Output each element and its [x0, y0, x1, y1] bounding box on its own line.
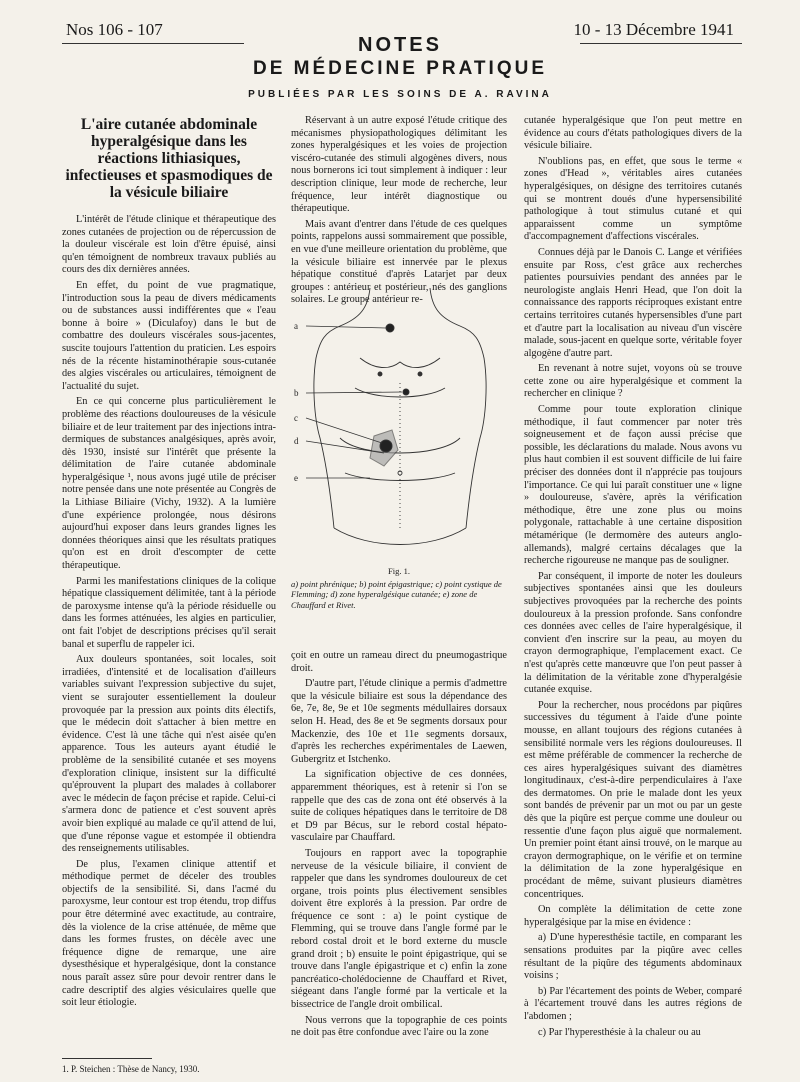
- paragraph: De plus, l'examen clinique attentif et méthodique permet de déceler des troubles objectifs de la sensibilité. Si, dans l'acmé du paroxysme, leur contour est trop étendu, trop diffus pour être déterminé avec exactitude, au contraire, dès la violence de la crise atténuée, de même que dans les formes frustes, on décèle avec une fréquence digne de remarque, une aire dysesthésique et hyperalgésique, dont la constance nous paraît assez sûre pour devoir rentrer dans le cadre descriptif des algies vésiculaires quelle que soit leur étiologie.: [62, 858, 276, 1009]
- figure-label-b: b: [294, 388, 299, 398]
- column-3: [524, 115, 742, 1042]
- figure-caption-text: a) point phrénique; b) point épigastrique; c) point cystique de Flemming; d) zone hyperalgésique cutanée; e) zone de Chauffard et Rivet.: [291, 578, 502, 610]
- column-1: [62, 214, 276, 1013]
- paragraph: a) D'une hyperesthésie tactile, en comparant les sensations produites par la piqûre avec celles résultant de la piqûre des téguments abdominaux voisins ;: [524, 932, 742, 982]
- article-title: L'aire cutanée abdominale hyperalgésique dans les réactions lithiasiques, infectieuses et spasmodiques de la vésicule biliaire: [65, 116, 273, 201]
- figure-label-d: d: [294, 436, 299, 446]
- figure-label-e: e: [294, 473, 298, 483]
- paragraph: En ce qui concerne plus particulièrement le problème des réactions douloureuses de la vésicule biliaire et de leur traitement par des injections intra-dermiques de substances analgésiques, après avoir, dès 1930, insisté sur l'intérêt que présente la délimitation de l'aire cutanée abdominale hyperalgésique ¹, nous avons jugé utile de préciser notre pensée dans une note présentée au Congrès de la Lithiase Biliaire (Vichy, 1932). A la lumière d'une expérience prolongée, nous désirons aujourd'hui exposer dans leurs grandes lignes les données théoriques ainsi que les résultats pratiques qu'on est en droit d'escompter de cette thérapeutique.: [62, 396, 276, 572]
- paragraph: c) Par l'hyperesthésie à la chaleur ou au: [538, 1026, 701, 1038]
- paragraph: Aux douleurs spontanées, soit locales, soit irradiées, d'intensité et de localisation d'ailleurs variables suivant l'expression subjective du sujet, vient se surajouter essentiellement la douleur provoquée par la pression aux points dits électifs, que le médecin doit s'attacher à bien mettre en évidence. C'est là une tâche qui n'est aisée qu'en apparence. Tous les auteurs ayant étudié le problème de la sensibilité cutanée et ses moyens d'exploration clinique, insistent sur la difficulté qu'éprouvent la plupart des malades à collaborer avec le médecin de façon précise et rapide. Celui-ci s'armera donc de patience et c'est souvent après avoir bien expliqué au malade ce qu'il attend de lui, que d'une réponse vague et estompée il obtiendra des renseignements utilisables.: [62, 654, 276, 855]
- paragraph: Connues déjà par le Danois C. Lange et vérifiées ensuite par Ross, c'est grâce aux recherches patientes poursuivies pendant des années par le neurologiste anglais Henri Head, que l'on doit la connaissance des rapports réciproques existant entre certains territoires cutanés hypersensibles d'une part et d'autre part la localisation au niveau d'un viscère malade, sous-jacent en quelque sorte, véritable foyer algogène d'autre part.: [524, 246, 742, 359]
- paragraph: Mais avant d'entrer dans l'étude de ces quelques points, rappelons aussi sommairement que possible, en vue d'une meilleure orientation du problème, que la vésicule biliaire est innervée par le plexus hépatique constitué d'après Latarjet par deux groupes : antérieur et postérieur, nés des ganglions solaires. Le groupe antérieur re-: [291, 218, 507, 306]
- figure-number: Fig. 1.: [388, 566, 410, 576]
- paragraph: En effet, du point de vue pragmatique, l'introduction sous la peau de divers médicaments ou de substances aussi indifférentes que « l'eau bonne à boire » (Diculafoy) dans le but de combattre des douleurs viscérales sous-jacentes, suscite toujours l'attention du praticien. Les espoirs nés de la récente histaminothérapie sous-cutanée des algies viscérales ou articulaires, témoignent de l'actualité du sujet.: [62, 279, 276, 392]
- figure-caption: [291, 566, 507, 610]
- paragraph: Parmi les manifestations cliniques de la colique hépatique classiquement délimitée, tant à la période de paroxysme intense qu'à la période résiduelle ou dans les formes atténuées, les algies en particulier, ont fait l'objet de descriptions précises qu'il serait banal et superflu de rappeler ici.: [62, 575, 276, 650]
- footnote-rule: [62, 1058, 152, 1059]
- paragraph: La signification objective de ces données, apparemment théoriques, est à retenir si l'on se rappelle que des cas de zona ont été observés à la suite de coliques hépatiques dans le territoire de D8 et D9 par Bécus, sur le rebord costal hépato-vasculaire par Chauffard.: [291, 769, 507, 844]
- journal-title-line1: NOTES: [358, 34, 442, 56]
- paragraph: N'oublions pas, en effet, que sous le terme « zones d'Head », véritables aires cutanées hyperalgésiques, on désigne des territoires cutanés qui se montrent doués d'une hypersensibilité pathologique à tout stimulus cutané et qui apparaissent comme un symptôme d'accompagnement d'affections viscérales.: [524, 155, 742, 243]
- paragraph: On complète la délimitation de cette zone hyperalgésique par la mise en évidence :: [524, 904, 742, 928]
- paragraph: b) Par l'écartement des points de Weber, comparé à l'écartement trouvé dans les autres régions de l'abdomen ;: [524, 985, 742, 1022]
- torso-figure: [294, 288, 500, 560]
- paragraph: L'intérêt de l'étude clinique et thérapeutique des zones cutanées de projection ou de répercussion de la douleur viscérale est loin d'être épuisé, ainsi qu'en témoignent de nombreux travaux publiés au cours des dix dernières années.: [62, 214, 276, 276]
- issue-date: 10 - 13 Décembre 1941: [573, 20, 734, 39]
- figure-label-a: a: [294, 321, 298, 331]
- paragraph: çoit en outre un rameau direct du pneumogastrique droit.: [291, 650, 507, 674]
- column-2-top: [291, 115, 507, 310]
- paragraph: Pour la rechercher, nous procédons par piqûres successives du tégument à l'aide d'une pointe mousse, en allant toujours des régions cutanées à sensibilité normale vers les régions douloureuses. Il est même préférable de commencer la recherche de ces aires hyperalgésiques suivant des diamètres longitudinaux, c'est-à-dire perpendiculaires à l'axe des dermatomes. On prie le malade dont les yeux sont bandés de prévenir par un mot ou par un geste dès que la piqûre est perçue comme une douleur ou ressentie d'une façon plus aiguë que normalement. Un premier point étant ainsi trouvé, on le marque au crayon dermographique, on le vérifie et on termine la délimitation de la zone hyperalgésique en procédant de même, suivant plusieurs diamètres concentriques.: [524, 699, 742, 900]
- paragraph: Toujours en rapport avec la topographie nerveuse de la vésicule biliaire, il convient de rappeler que dans les syndromes douloureux de cet organe, trois points plus électivement sensibles doivent être explorés à la pression. Par ordre de fréquence ce sont : a) le point cystique de Flemming, qui se trouve dans l'angle formé par le rebord costal droit et le bord externe du muscle grand droit ; b) ensuite le point épigastrique, qui se trouve dans l'angle épigastrique et c) enfin la zone pancréatico-cholédocienne de Chauffard et Rivet, siégeant dans l'angle formé par la verticale et la bissectrice de l'angle droit ombilical.: [291, 847, 507, 1011]
- paragraph: Comme pour toute exploration clinique méthodique, il faut commencer par noter très soigneusement et de façon aussi précise que possible, les déclarations du malade. Nous avons vu plus haut combien il est souvent difficile de lui faire préciser des données dont il n'apprécie pas toujours l'importance. Ce qui lui paraît constituer une « ligne » douloureuse, s'avère, après la vérification méthodique, être une zone plus ou moins polygonale, rattachable à une certaine disposition métamérique (le dermomère des auteurs anglo-allemands), malgré certains décalages que la recherche rigoureuse ne manque pas de souligner.: [524, 404, 742, 567]
- paragraph: cutanée hyperalgésique que l'on peut mettre en évidence au cours d'états pathologiques divers de la vésicule biliaire.: [524, 115, 742, 152]
- figure-label-c: c: [294, 413, 298, 423]
- paragraph: Par conséquent, il importe de noter les douleurs subjectives spontanées ainsi que les douleurs subjectives provoquées par la recherche des points douloureux à la pression profonde. Sans confondre ces données avec celles de l'aire hyperalgésique, il convient d'en inscrire sur la peau, au moyen du crayon dermographique, l'emplacement exact. Ce n'est qu'après cette manœuvre que l'on peut passer à la délimitation de la véritable zone d'hyperalgésie cutanée exquise.: [524, 570, 742, 696]
- paragraph: Nous verrons que la topographie de ces points ne doit pas être confondue avec l'aire ou la zone: [291, 1014, 507, 1039]
- paragraph: En revenant à notre sujet, voyons où se trouve cette zone ou aire hyperalgésique et comment la rechercher en clinique ?: [524, 363, 742, 400]
- paragraph: Réservant à un autre exposé l'étude critique des mécanismes physiopathologiques délimitant les zones hyperalgésiques et les voies de projection viscéro-cutanée des stimuli algogènes divers, nous nous bornerons ici tout simplement à indiquer : leur description clinique, leur mode de recherche, leur fréquence, leur intérêt diagnostique ou thérapeutique.: [291, 115, 507, 215]
- paragraph: D'autre part, l'étude clinique a permis d'admettre que la vésicule biliaire est sous la dépendance des 6e, 7e, 8e, 9e et 10e segments médullaires dorsaux selon H. Head, des 8e et 9e segments dorsaux pour Mackenzie, des 10e et 11e segments dorsaux, d'après les recherches expérimentales de Laewen, Gubergritz et Istchenko.: [291, 678, 507, 765]
- journal-title-line2: DE MÉDECINE PRATIQUE: [252, 58, 547, 79]
- footnote: 1. P. Steichen : Thèse de Nancy, 1930.: [62, 1064, 200, 1074]
- issue-number: Nos 106 - 107: [66, 20, 163, 39]
- journal-subtitle: PUBLIÉES PAR LES SOINS DE A. RAVINA: [248, 89, 552, 100]
- column-2-bottom: [291, 650, 507, 1043]
